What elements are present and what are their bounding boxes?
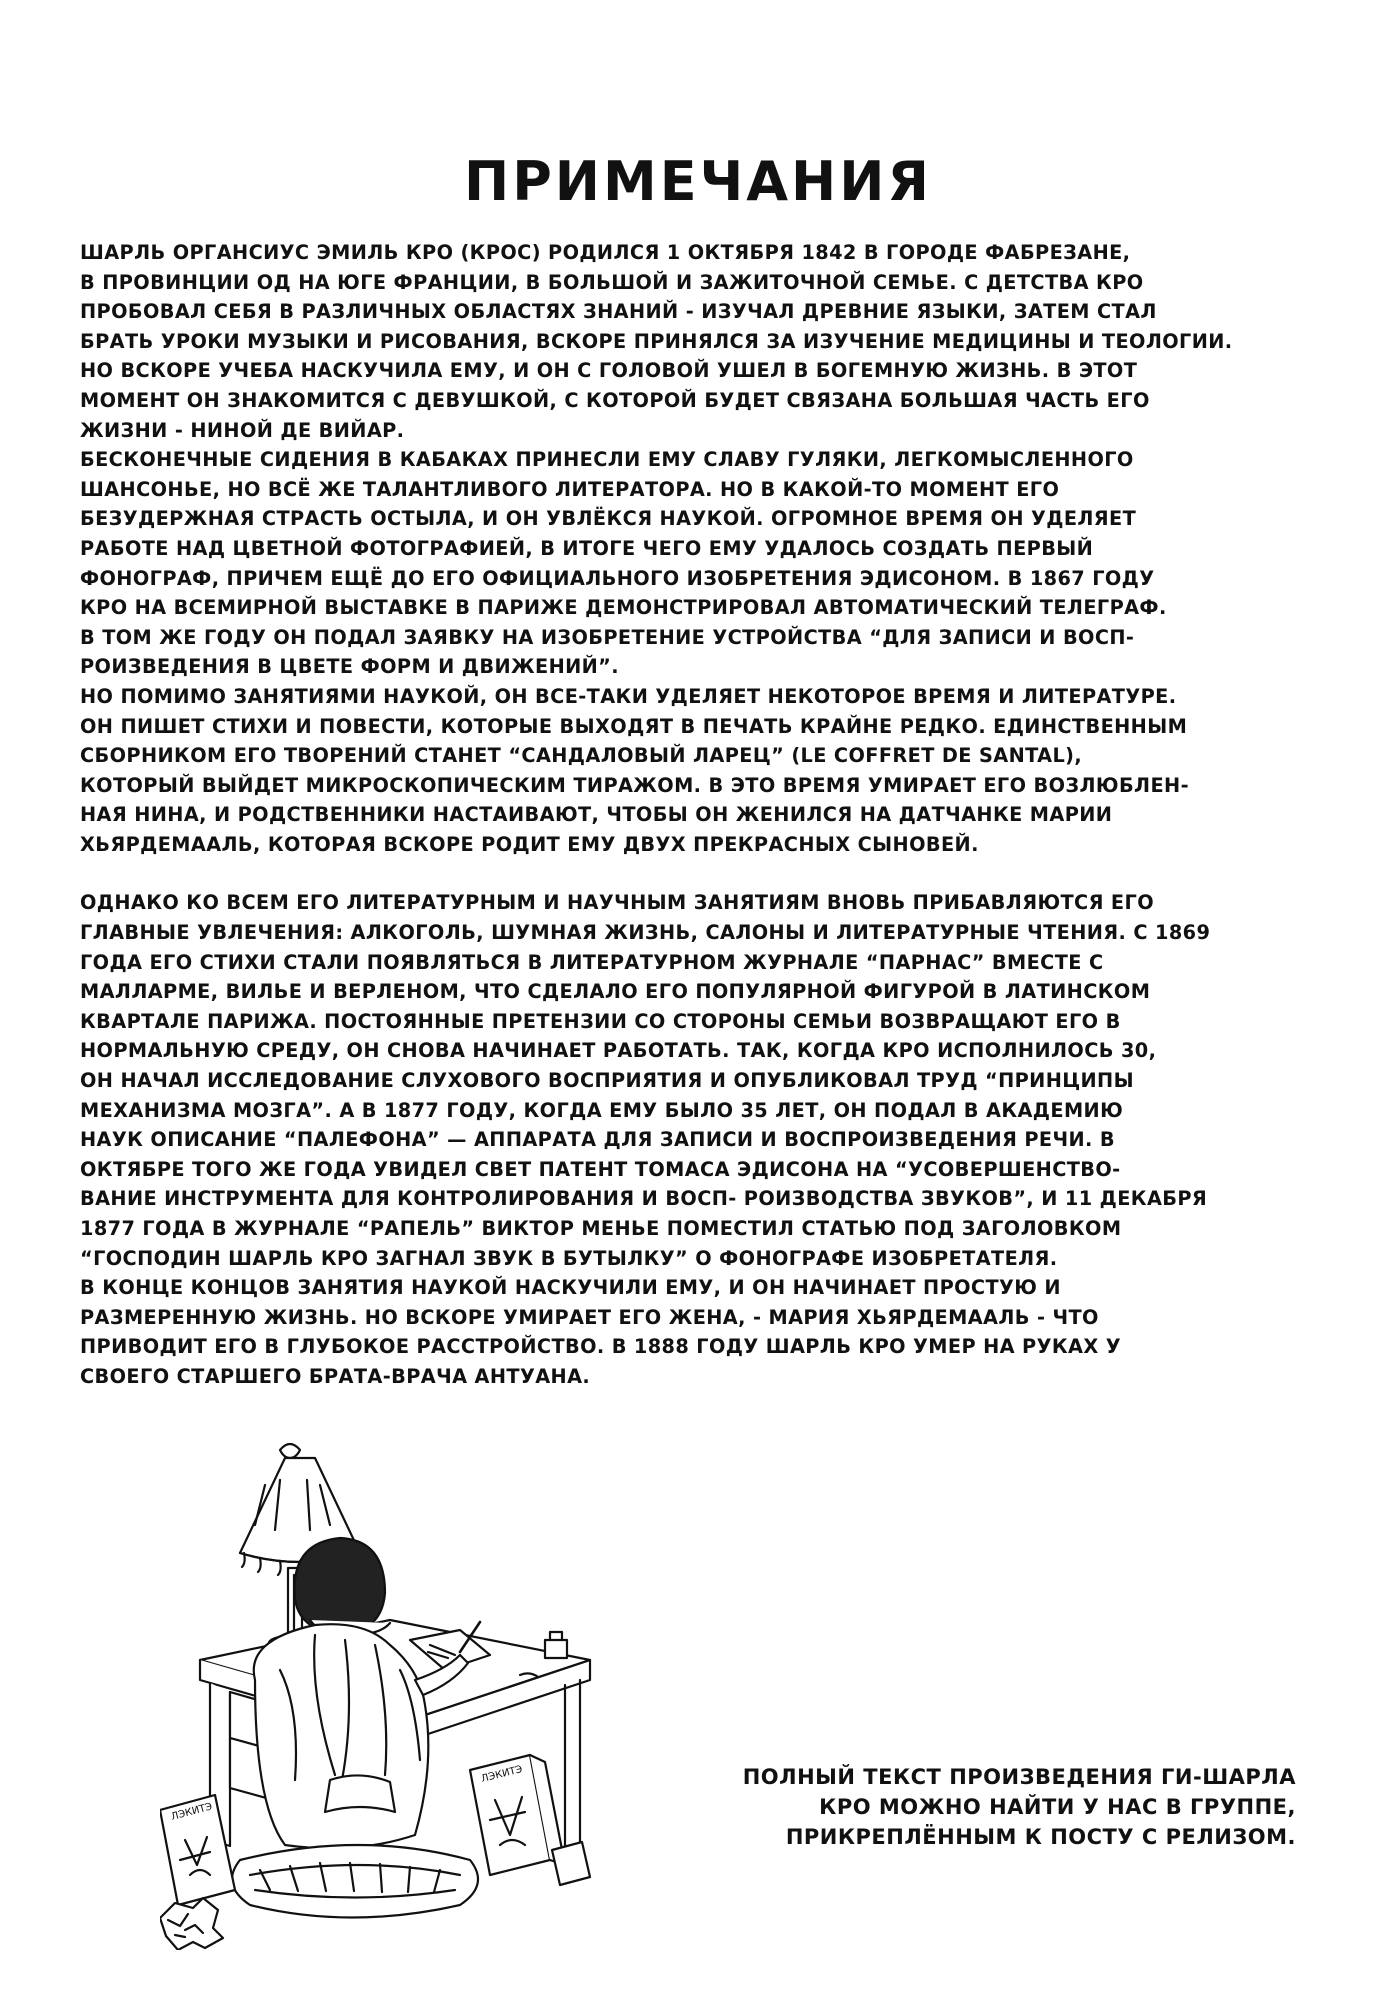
text-line: ХЬЯРДЕМААЛЬ, КОТОРАЯ ВСКОРЕ РОДИТ ЕМУ ДВУХ ПРЕКРАСНЫХ СЫНОВЕЙ. xyxy=(80,832,979,856)
text-line: ШАРЛЬ ОРГАНСИУС ЭМИЛЬ КРО (КРОС) РОДИЛСЯ 1 ОКТЯБРЯ 1842 В ГОРОДЕ ФАБРЕЗАНЕ, xyxy=(80,241,1131,264)
magazine-left-title: ЛЭКИТЭ xyxy=(169,1801,214,1823)
page-title: ПРИМЕЧАНИЯ xyxy=(464,150,932,213)
text-line: КРО НА ВСЕМИРНОЙ ВЫСТАВКЕ В ПАРИЖЕ ДЕМОНСТРИРОВАЛ АВТОМАТИЧЕСКИЙ ТЕЛЕГРАФ. xyxy=(80,596,1167,620)
text-line: БЕСКОНЕЧНЫЕ СИДЕНИЯ В КАБАКАХ ПРИНЕСЛИ ЕМУ СЛАВУ ГУЛЯКИ, ЛЕГКОМЫСЛЕННОГО xyxy=(80,448,1134,472)
paragraph-1 xyxy=(80,238,1325,859)
text-line: НАУК ОПИСАНИЕ “ПАЛЕФОНА” — АППАРАТА ДЛЯ ЗАПИСИ И ВОСПРОИЗВЕДЕНИЯ РЕЧИ. В xyxy=(80,1128,1115,1152)
text-line: РОИЗВЕДЕНИЯ В ЦВЕТЕ ФОРМ И ДВИЖЕНИЙ”. xyxy=(80,655,619,679)
text-line: БРАТЬ УРОКИ МУЗЫКИ И РИСОВАНИЯ, ВСКОРЕ ПРИНЯЛСЯ ЗА ИЗУЧЕНИЕ МЕДИЦИНЫ И ТЕОЛОГИИ. xyxy=(80,329,1233,353)
magazine-right xyxy=(470,1755,590,1885)
magazine-right-title: ЛЭКИТЭ xyxy=(480,1764,524,1785)
text-line: ГЛАВНЫЕ УВЛЕЧЕНИЯ: АЛКОГОЛЬ, ШУМНАЯ ЖИЗНЬ, САЛОНЫ И ЛИТЕРАТУРНЫЕ ЧТЕНИЯ. С 1869 xyxy=(80,921,1211,945)
text-line: ПРИВОДИТ ЕГО В ГЛУБОКОЕ РАССТРОЙСТВО. В 1888 ГОДУ ШАРЛЬ КРО УМЕР НА РУКАХ У xyxy=(80,1335,1121,1359)
crumpled-paper-icon xyxy=(160,1898,223,1950)
notes-body xyxy=(80,238,1325,1392)
text-line: НО ПОМИМО ЗАНЯТИЯМИ НАУКОЙ, ОН ВСЕ-ТАКИ УДЕЛЯЕТ НЕКОТОРОЕ ВРЕМЯ И ЛИТЕРАТУРЕ. xyxy=(80,684,1177,708)
paragraph-gap xyxy=(80,859,1325,888)
text-line: МОМЕНТ ОН ЗНАКОМИТСЯ С ДЕВУШКОЙ, С КОТОРОЙ БУДЕТ СВЯЗАНА БОЛЬШАЯ ЧАСТЬ ЕГО xyxy=(80,388,1150,412)
text-line: В КОНЦЕ КОНЦОВ ЗАНЯТИЯ НАУКОЙ НАСКУЧИЛИ ЕМУ, И ОН НАЧИНАЕТ ПРОСТУЮ И xyxy=(80,1276,1061,1300)
text-line: ВАНИЕ ИНСТРУМЕНТА ДЛЯ КОНТРОЛИРОВАНИЯ И ВОСП- РОИЗВОДСТВА ЗВУКОВ”, И 11 ДЕКАБРЯ xyxy=(80,1187,1208,1211)
text-line: ОДНАКО КО ВСЕМ ЕГО ЛИТЕРАТУРНЫМ И НАУЧНЫМ ЗАНЯТИЯМ ВНОВЬ ПРИБАВЛЯЮТСЯ ЕГО xyxy=(80,891,1154,915)
writer-at-desk-illustration xyxy=(160,1430,660,1950)
text-line: 1877 ГОДА В ЖУРНАЛЕ “РАПЕЛЬ” ВИКТОР МЕНЬЕ ПОМЕСТИЛ СТАТЬЮ ПОД ЗАГОЛОВКОМ xyxy=(80,1217,1122,1240)
text-line: БЕЗУДЕРЖНАЯ СТРАСТЬ ОСТЫЛА, И ОН УВЛЁКСЯ НАУКОЙ. ОГРОМНОЕ ВРЕМЯ ОН УДЕЛЯЕТ xyxy=(80,507,1137,531)
text-line: МЕХАНИЗМА МОЗГА”. А В 1877 ГОДУ, КОГДА ЕМУ БЫЛО 35 ЛЕТ, ОН ПОДАЛ В АКАДЕМИЮ xyxy=(80,1098,1124,1122)
text-line: ОКТЯБРЕ ТОГО ЖЕ ГОДА УВИДЕЛ СВЕТ ПАТЕНТ ТОМАСА ЭДИСОНА НА “УСОВЕРШЕНСТВО- xyxy=(80,1157,1121,1181)
text-line: В ТОМ ЖЕ ГОДУ ОН ПОДАЛ ЗАЯВКУ НА ИЗОБРЕТЕНИЕ УСТРОЙСТВА “ДЛЯ ЗАПИСИ И ВОСП- xyxy=(80,625,1135,649)
text-line: ШАНСОНЬЕ, НО ВСЁ ЖЕ ТАЛАНТЛИВОГО ЛИТЕРАТОРА. НО В КАКОЙ-ТО МОМЕНТ ЕГО xyxy=(80,477,1060,501)
text-line: ПРОБОВАЛ СЕБЯ В РАЗЛИЧНЫХ ОБЛАСТЯХ ЗНАНИЙ - ИЗУЧАЛ ДРЕВНИЕ ЯЗЫКИ, ЗАТЕМ СТАЛ xyxy=(80,300,1157,324)
text-line: МАЛЛАРМЕ, ВИЛЬЕ И ВЕРЛЕНОМ, ЧТО СДЕЛАЛО ЕГО ПОПУЛЯРНОЙ ФИГУРОЙ В ЛАТИНСКОМ xyxy=(80,980,1151,1004)
footnote xyxy=(736,1762,1296,1852)
text-line: РАЗМЕРЕННУЮ ЖИЗНЬ. НО ВСКОРЕ УМИРАЕТ ЕГО ЖЕНА, - МАРИЯ ХЬЯРДЕМААЛЬ - ЧТО xyxy=(80,1305,1099,1329)
text-line: СВОЕГО СТАРШЕГО БРАТА-ВРАЧА АНТУАНА. xyxy=(80,1364,591,1388)
text-line: КОТОРЫЙ ВЫЙДЕТ МИКРОСКОПИЧЕСКИМ ТИРАЖОМ. В ЭТО ВРЕМЯ УМИРАЕТ ЕГО ВОЗЛЮБЛЕН- xyxy=(80,773,1189,797)
text-line: ФОНОГРАФ, ПРИЧЕМ ЕЩЁ ДО ЕГО ОФИЦИАЛЬНОГО ИЗОБРЕТЕНИЯ ЭДИСОНОМ. В 1867 ГОДУ xyxy=(80,566,1155,590)
text-line: ОН НАЧАЛ ИССЛЕДОВАНИЕ СЛУХОВОГО ВОСПРИЯТИЯ И ОПУБЛИКОВАЛ ТРУД “ПРИНЦИПЫ xyxy=(80,1069,1134,1093)
text-line: “ГОСПОДИН ШАРЛЬ КРО ЗАГНАЛ ЗВУК В БУТЫЛКУ” О ФОНОГРАФЕ ИЗОБРЕТАТЕЛЯ. xyxy=(80,1246,1058,1270)
text-line: В ПРОВИНЦИИ ОД НА ЮГЕ ФРАНЦИИ, В БОЛЬШОЙ И ЗАЖИТОЧНОЙ СЕМЬЕ. С ДЕТСТВА КРО xyxy=(80,270,1144,294)
text-line: ОН ПИШЕТ СТИХИ И ПОВЕСТИ, КОТОРЫЕ ВЫХОДЯТ В ПЕЧАТЬ КРАЙНЕ РЕДКО. ЕДИНСТВЕННЫМ xyxy=(80,714,1188,738)
text-line: НАЯ НИНА, И РОДСТВЕННИКИ НАСТАИВАЮТ, ЧТОБЫ ОН ЖЕНИЛСЯ НА ДАТЧАНКЕ МАРИИ xyxy=(80,803,1113,827)
text-line: НО ВСКОРЕ УЧЕБА НАСКУЧИЛА ЕМУ, И ОН С ГОЛОВОЙ УШЕЛ В БОГЕМНУЮ ЖИЗНЬ. В ЭТОТ xyxy=(80,359,1138,383)
text-line: ЖИЗНИ - НИНОЙ ДЕ ВИЙАР. xyxy=(80,418,405,442)
footnote-line: ПОЛНЫЙ ТЕКСТ ПРОИЗВЕДЕНИЯ ГИ-ШАРЛА xyxy=(742,1765,1296,1789)
footnote-line: ПРИКРЕПЛЁННЫМ К ПОСТУ С РЕЛИЗОМ. xyxy=(785,1825,1296,1849)
footnote-line: КРО МОЖНО НАЙТИ У НАС В ГРУППЕ, xyxy=(819,1795,1296,1819)
text-line: ГОДА ЕГО СТИХИ СТАЛИ ПОЯВЛЯТЬСЯ В ЛИТЕРАТУРНОМ ЖУРНАЛЕ “ПАРНАС” ВМЕСТЕ С xyxy=(80,950,1104,974)
text-line: НОРМАЛЬНУЮ СРЕДУ, ОН СНОВА НАЧИНАЕТ РАБОТАТЬ. ТАК, КОГДА КРО ИСПОЛНИЛОСЬ 30, xyxy=(80,1039,1157,1063)
text-line: КВАРТАЛЕ ПАРИЖА. ПОСТОЯННЫЕ ПРЕТЕНЗИИ СО СТОРОНЫ СЕМЬИ ВОЗВРАЩАЮТ ЕГО В xyxy=(80,1009,1121,1033)
paragraph-2 xyxy=(80,888,1325,1391)
text-line: РАБОТЕ НАД ЦВЕТНОЙ ФОТОГРАФИЕЙ, В ИТОГЕ ЧЕГО ЕМУ УДАЛОСЬ СОЗДАТЬ ПЕРВЫЙ xyxy=(80,536,1094,560)
text-line: СБОРНИКОМ ЕГО ТВОРЕНИЙ СТАНЕТ “САНДАЛОВЫЙ ЛАРЕЦ” (LE COFFRET DE SANTAL), xyxy=(80,744,1083,768)
